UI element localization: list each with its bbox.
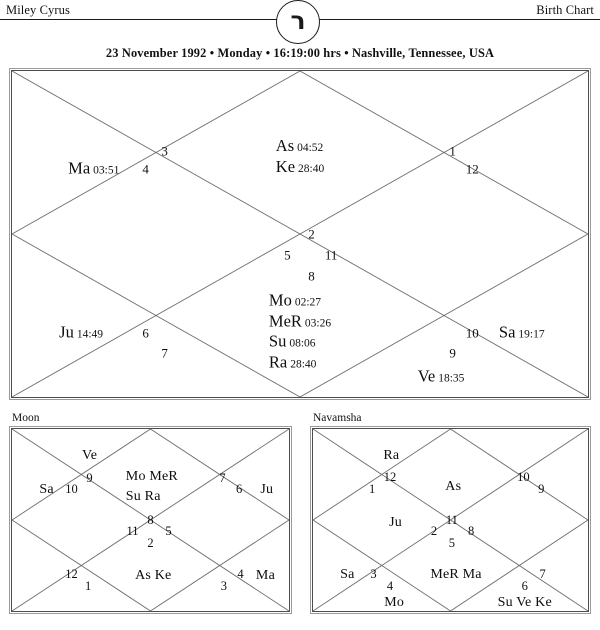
house-number: 10	[517, 469, 530, 484]
house-number: 8	[308, 268, 315, 284]
planet-abbrev: Su Ve Ke	[497, 594, 552, 610]
planet-abbrev: Ve	[417, 367, 436, 387]
planet-abbrev: Ju	[389, 514, 402, 530]
house-number: 12	[465, 161, 479, 177]
planet-abbrev: As	[445, 479, 462, 495]
chart-kind-label: Birth Chart	[536, 3, 594, 17]
page-header	[0, 0, 600, 40]
house-number: 9	[538, 481, 545, 496]
planet-degree: 04:52	[297, 142, 324, 155]
house-number: 2	[430, 523, 438, 538]
house-number: 7	[161, 345, 168, 361]
house-number: 8	[468, 523, 475, 538]
house-number: 7	[539, 566, 546, 581]
planet-abbrev: Ma	[68, 158, 91, 178]
house-number: 3	[220, 578, 228, 593]
navamsha-chart-caption: Navamsha	[313, 412, 362, 424]
planet-abbrev: Mo	[268, 290, 292, 310]
planet-abbrev: MeR Ma	[430, 566, 482, 582]
planet-degree: 28:40	[290, 358, 317, 371]
planet-abbrev: Mo MeR	[125, 469, 178, 485]
planet-degree: 03:26	[304, 316, 332, 329]
planet-abbrev: As Ke	[135, 567, 172, 583]
planet-abbrev: Ke	[275, 157, 296, 177]
planet-abbrev: As	[275, 136, 295, 156]
house-number: 3	[370, 566, 377, 581]
planet-degree: 08:06	[289, 337, 316, 350]
planet-degree: 28:40	[298, 163, 325, 176]
planet-abbrev: Su	[268, 331, 287, 351]
house-number: 10	[465, 325, 479, 341]
planet-abbrev: Ra	[268, 352, 288, 372]
planet-abbrev: Su Ra	[125, 489, 161, 505]
house-number: 11	[324, 247, 338, 263]
planet-degree: 19:17	[518, 329, 545, 342]
house-number: 4	[142, 161, 149, 177]
house-number: 11	[445, 512, 458, 527]
house-number: 1	[85, 578, 92, 593]
house-number: 12	[65, 566, 78, 581]
moon-chart-caption: Moon	[12, 412, 40, 424]
house-number: 4	[386, 578, 394, 593]
planet-degree: 18:35	[438, 373, 465, 386]
resh-glyph-icon: ר	[290, 6, 306, 35]
planet-degree: 03:51	[93, 164, 120, 177]
planet-abbrev: Sa	[498, 323, 516, 343]
planet-abbrev: Sa	[340, 566, 355, 582]
house-number: 5	[448, 535, 455, 550]
house-number: 6	[521, 578, 528, 593]
birth-details-line: 23 November 1992 • Monday • 16:19:00 hrs • Nashville, Tennessee, USA	[105, 46, 495, 60]
person-name: Miley Cyrus	[6, 3, 70, 17]
planet-abbrev: Ve	[81, 448, 98, 464]
rasi-birth-chart[interactable]	[11, 70, 589, 398]
house-number: 9	[86, 470, 93, 485]
navamsha-chart[interactable]	[312, 428, 589, 612]
house-number: 7	[219, 470, 226, 485]
moon-chart[interactable]	[11, 428, 290, 612]
house-number: 3	[161, 143, 168, 159]
planet-degree: 14:49	[76, 329, 104, 342]
moon-chart-grid	[12, 429, 289, 611]
resh-circle-logo	[276, 0, 320, 44]
planet-abbrev: Ju	[59, 323, 74, 343]
house-number: 12	[383, 469, 397, 484]
navamsha-chart-grid	[313, 429, 588, 611]
house-number: 2	[147, 535, 154, 550]
house-number: 2	[308, 226, 315, 242]
house-number: 1	[369, 481, 376, 496]
planet-degree: 02:27	[294, 296, 322, 309]
planet-abbrev: Ra	[383, 448, 400, 464]
house-number: 4	[237, 566, 244, 581]
house-number: 9	[449, 345, 456, 361]
house-number: 1	[449, 143, 456, 159]
house-number: 5	[165, 523, 172, 538]
planet-abbrev: Ma	[255, 567, 275, 583]
planet-abbrev: Sa	[39, 482, 54, 498]
planet-abbrev: MeR	[268, 310, 302, 330]
house-number: 6	[236, 481, 243, 496]
house-number: 8	[147, 512, 154, 527]
house-number: 6	[142, 325, 149, 341]
house-number: 11	[126, 523, 139, 538]
house-number: 10	[65, 481, 78, 496]
house-number: 5	[284, 247, 291, 263]
planet-abbrev: Ju	[260, 482, 274, 498]
rasi-chart-grid	[12, 71, 588, 397]
planet-abbrev: Mo	[384, 594, 405, 610]
